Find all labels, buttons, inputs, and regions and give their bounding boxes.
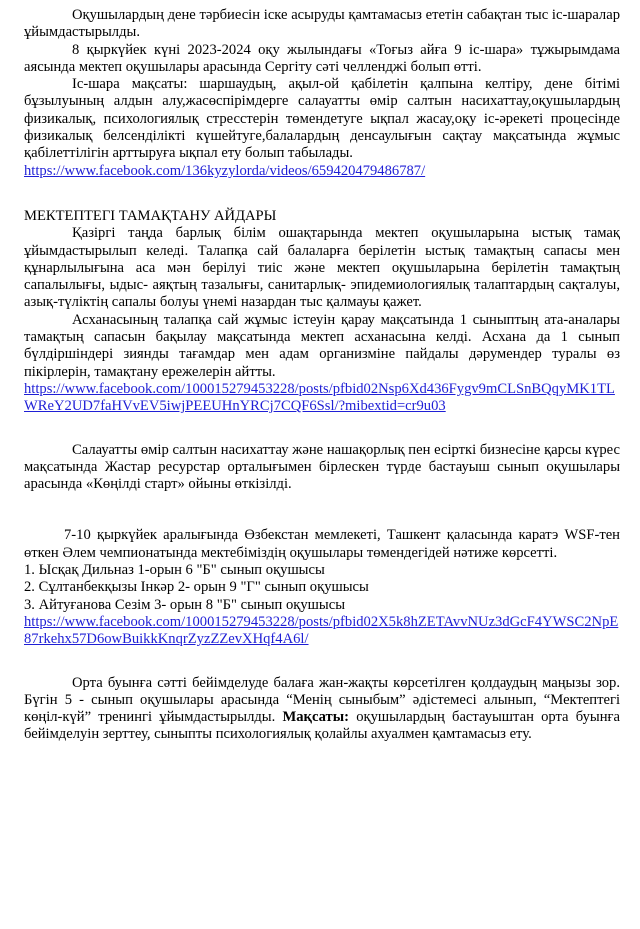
goal-text: оқушылардың бастауыштан орта буынға бейімделуін зерттеу, сыныпты психологиялық қолайлы ахуалмен қамтамасыз ету. [24, 709, 620, 743]
paragraph-adaptation [24, 675, 620, 744]
goal-label: Мақсаты: [282, 709, 349, 726]
paragraph-hot-meals: Қазіргі таңда барлық білім ошақтарында мектеп оқушыларына ыстық тамақ ұйымдастырылып келеді. Талапқа сай балаларға берілетін ыстық тамақтың сапасы мен құнарлылығына аса мән берілуі тиіс және мектеп оқушыларына берілетін тамақтың сапалылығы, ыдыс- аяқтың тазалығы, санитарлық- эпидемиологиялық талаптардың сақталуы, азық-түліктің сапалы болуы үнемі назардан тыс қалмауы қажет. [24, 225, 620, 311]
paragraph-karate-championship: 7-10 қыркүйек аралығында Өзбекстан мемлекеті, Ташкент қаласында каратэ WSF-тен өткен Әлем чемпионатында мектебіміздің оқушылары төмендегідей нәтиже көрсетті. [24, 527, 620, 561]
paragraph-healthy-lifestyle: Салауатты өмір салтын насихаттау және нашақорлық пен есірткі бизнесіне қарсы күрес мақсатында Жастар ресурстар орталығымен бірлескен түрде бастауыш сынып оқушылары арасында «Көңілді старт» ойыны өткізілді. [24, 441, 620, 493]
result-item: 2. Сұлтанбекқызы Інкәр 2- орын 9 "Г" сынып оқушысы [24, 579, 369, 596]
paragraph-event-goal: Іс-шара мақсаты: шаршаудың, ақыл-ой қабілетін қалпына келтіру, дене бітімі бұзылуының алдын алу,жасөспірімдерге салауатты өмір салтын насихаттау,оқушылардың физикалық, психологиялық стресстерін төмендетуге ықпал жасау,оқу іс-әрекеті процесінде физикалық белсенділікті күшейтуге,балалардың денсаулығын сақтау мақсатында жұмыс қабілеттілігін арттыруға ықпал ету болып табылады. [24, 76, 620, 162]
facebook-video-link[interactable]: https://www.facebook.com/136kyzylorda/videos/659420479486787/ [24, 162, 426, 179]
link-paragraph [24, 614, 620, 649]
result-item: 3. Айтуғанова Сезім 3- орын 8 "Б" сынып оқушысы [24, 596, 346, 613]
facebook-post-link-karate[interactable]: https://www.facebook.com/100015279453228/posts/pfbid02X5k8hZETAvvNUz3dGcF4YWSC2NpE87rkehx57D6owBuikkKnqrZyzZZevXHqf4A6l/ [24, 613, 619, 648]
link-paragraph [24, 381, 620, 416]
adaptation-text: Орта буынға сәтті бейімделуде балаға жан-жақты көрсетілген қолдаудың маңызы зор. Бүгін 5 - сынып оқушылары арасында “Менің сыныбым” әдістемесі алынып, “Мектептегі көңіл-күй” тренингі ұйымдастырылды. [24, 674, 620, 726]
link-paragraph [24, 163, 620, 180]
paragraph-challenge: 8 қыркүйек күні 2023-2024 оқу жылындағы «Тоғыз айға 9 іс-шара» тұжырымдама аясында мектеп оқушылары арасында Сергіту сәті челленджі болып өтті. [24, 41, 620, 75]
result-item: 1. Ысқақ Дильназ 1-орын 6 "Б" сынып оқушысы [24, 562, 325, 579]
paragraph-extracurricular: Оқушылардың дене тәрбиесін іске асыруды қамтамасыз ететін сабақтан тыс іс-шаралар ұйымдастырылды. [24, 7, 620, 41]
section-title-nutrition: МЕКТЕПТЕГІ ТАМАҚТАНУ АЙДАРЫ [24, 207, 277, 224]
facebook-post-link-canteen[interactable]: https://www.facebook.com/100015279453228/posts/pfbid02Nsp6Xd436Fygv9mCLSnBQqyMK1TLWReY2UD7faHVvEV5iwjPEEUHnYRCj7CQF6Ssl/?mibextid=cr9u03 [24, 380, 615, 415]
paragraph-canteen-visit: Асханасының талапқа сай жұмыс істеуін қарау мақсатында 1 сыныптың ата-аналары тамақтың сапасын бақылау мақсатында мектеп асханасына келді. Асхана да 1 сынып бүлдіршіндері зиянды тағамдар мен адам организміне пайдалы дәрумендер туралы өз пікірлерін, тамақтану ережелерін айтты. [24, 311, 620, 380]
document-page [24, 7, 620, 744]
